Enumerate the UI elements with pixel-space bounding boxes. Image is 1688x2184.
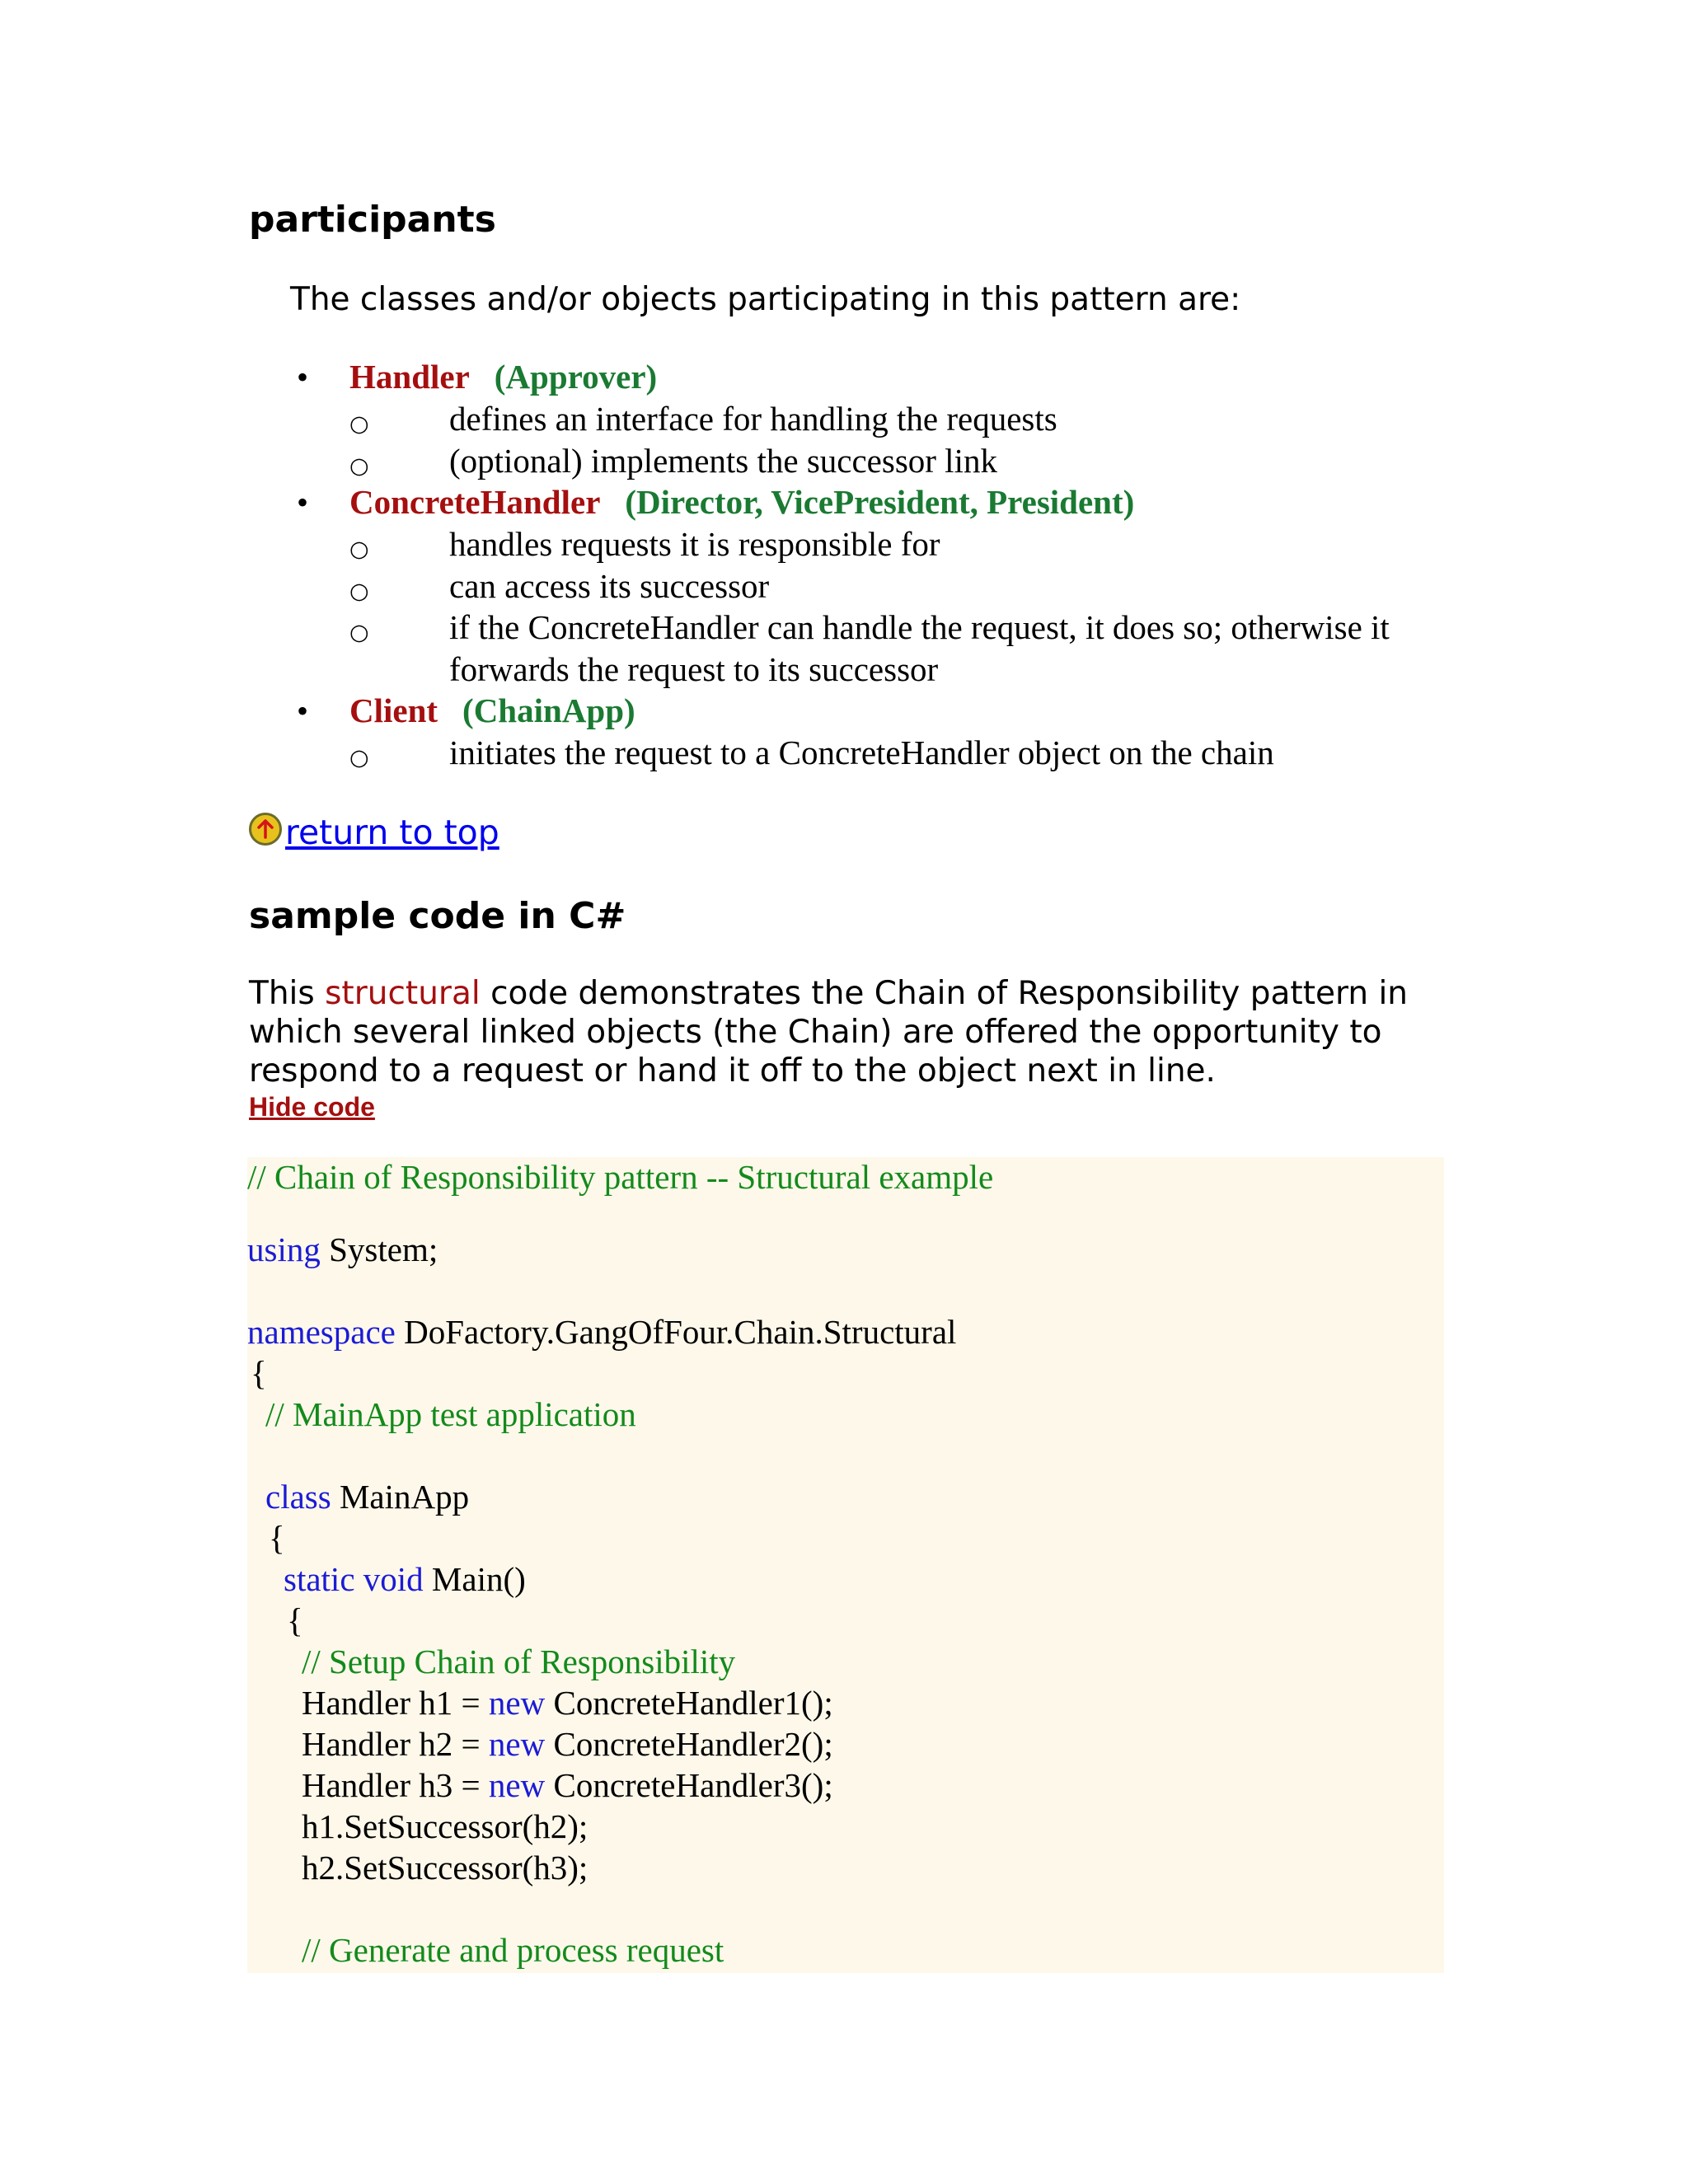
responsibility-item: ○ if the ConcreteHandler can handle the request, it does so; otherwise it forwards the request to its successor <box>349 607 1405 690</box>
code-comment: // Chain of Responsibility pattern -- Structural example <box>247 1158 994 1196</box>
participant-item <box>249 356 1444 481</box>
participants-list <box>249 356 1444 774</box>
code-text-span: h2.SetSuccessor(h3); <box>302 1849 588 1886</box>
code-text-span: { <box>251 1354 267 1392</box>
code-line <box>302 1642 735 1681</box>
code-text-span: { <box>287 1601 303 1639</box>
return-to-top[interactable] <box>249 812 499 853</box>
code-text-span: ConcreteHandler1(); <box>545 1684 833 1722</box>
participant-name: ConcreteHandler <box>349 483 601 521</box>
code-line <box>302 1930 724 1970</box>
code-comment: // Generate and process request <box>302 1931 724 1969</box>
description-text: This <box>249 975 326 1012</box>
participant-item <box>249 690 1444 774</box>
code-keyword: static void <box>284 1560 424 1598</box>
code-line <box>251 1353 267 1393</box>
code-keyword: new <box>488 1725 546 1763</box>
participant-item <box>249 481 1444 690</box>
code-line <box>247 1230 438 1269</box>
participants-intro: The classes and/or objects participating in this pattern are: <box>290 281 1241 318</box>
responsibility-item: ○ defines an interface for handling the requests <box>349 398 1405 440</box>
code-comment: // Setup Chain of Responsibility <box>302 1643 736 1680</box>
code-text-span: DoFactory.GangOfFour.Chain.Structural <box>395 1313 957 1351</box>
code-text-span: ConcreteHandler3(); <box>545 1766 833 1804</box>
return-to-top-link[interactable]: return to top <box>285 813 499 852</box>
code-line <box>302 1848 588 1887</box>
participant-name: Handler <box>349 358 470 396</box>
description-highlight: structural <box>325 975 481 1012</box>
participants-heading: participants <box>249 199 496 241</box>
code-comment: // MainApp test application <box>265 1395 636 1433</box>
code-line <box>302 1724 833 1764</box>
responsibility-item: ○ (optional) implements the successor link <box>349 440 1405 482</box>
code-keyword: using <box>247 1230 321 1268</box>
code-line <box>302 1683 833 1722</box>
participant-alias: (ChainApp) <box>462 691 635 729</box>
code-line <box>302 1765 833 1805</box>
responsibility-list <box>349 732 1444 774</box>
code-keyword: class <box>265 1478 331 1516</box>
up-arrow-circle-icon[interactable] <box>249 813 282 846</box>
sample-description <box>249 974 1461 1090</box>
code-block <box>247 1157 1444 1973</box>
code-line <box>302 1807 588 1846</box>
code-line <box>269 1518 285 1558</box>
responsibility-item: ○ initiates the request to a ConcreteHandler object on the chain <box>349 732 1405 774</box>
participant-alias: (Approver) <box>494 358 658 396</box>
code-line <box>247 1157 993 1197</box>
code-text-span: System; <box>320 1230 438 1268</box>
code-text-span: Handler h3 = <box>302 1766 489 1804</box>
code-line <box>287 1601 303 1640</box>
code-text-span: Handler h1 = <box>302 1684 489 1722</box>
description-text: code demonstrates the Chain of Responsibility pattern in which several linked objects (the Chain) are offered the opportunity to respond to a request or hand it off to the object next in line. <box>249 975 1409 1090</box>
code-keyword: namespace <box>247 1313 396 1351</box>
code-line <box>265 1394 636 1434</box>
hide-code-link[interactable]: Hide code <box>249 1092 375 1122</box>
code-line <box>284 1559 526 1599</box>
responsibility-item: ○ handles requests it is responsible for <box>349 523 1405 565</box>
responsibility-list <box>349 523 1444 690</box>
code-text-span: ConcreteHandler2(); <box>545 1725 833 1763</box>
code-text-span: { <box>269 1519 285 1557</box>
participant-alias: (Director, VicePresident, President) <box>625 483 1135 521</box>
sample-code-heading: sample code in C# <box>249 895 626 937</box>
code-keyword: new <box>488 1684 546 1722</box>
code-text-span: Handler h2 = <box>302 1725 489 1763</box>
responsibility-item: ○ can access its successor <box>349 565 1405 607</box>
code-text-span: MainApp <box>331 1478 470 1516</box>
code-text-span: h1.SetSuccessor(h2); <box>302 1807 588 1845</box>
code-keyword: new <box>488 1766 546 1804</box>
code-line <box>247 1312 956 1352</box>
code-line <box>265 1477 469 1516</box>
participant-name: Client <box>349 691 438 729</box>
responsibility-list <box>349 398 1444 481</box>
code-text-span: Main() <box>423 1560 526 1598</box>
